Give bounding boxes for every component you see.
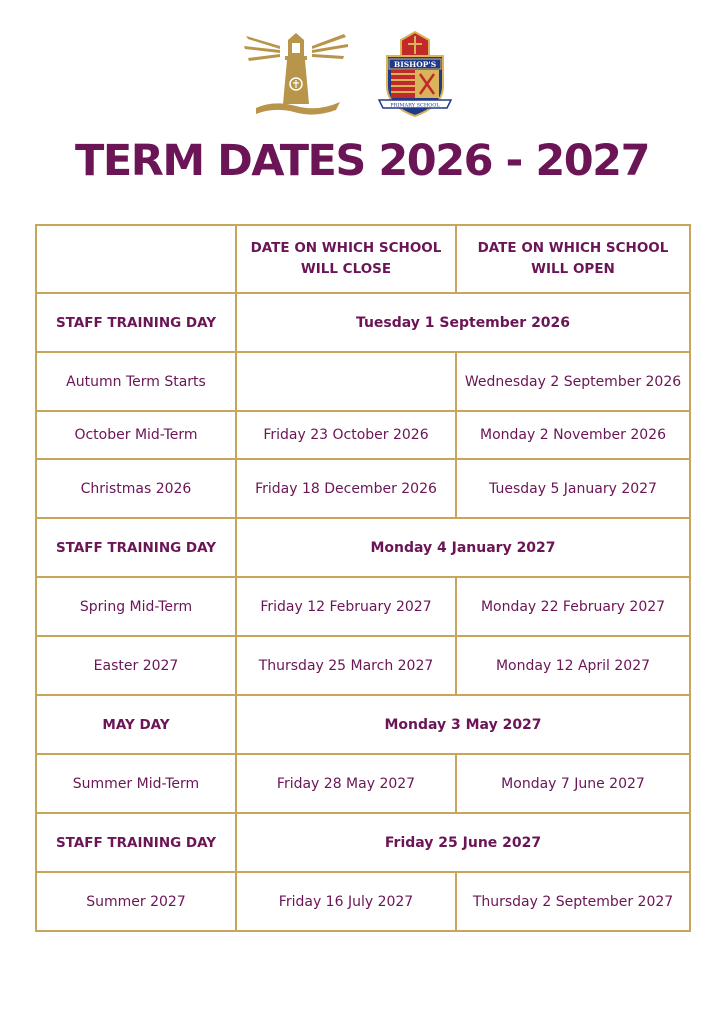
row-label: Spring Mid-Term [36, 577, 236, 636]
row-span-date: Monday 4 January 2027 [236, 518, 690, 577]
bishops-crest-logo [377, 30, 453, 120]
lighthouse-logo [244, 30, 348, 118]
row-label: Summer 2027 [36, 872, 236, 931]
header-close: DATE ON WHICH SCHOOL WILL CLOSE [236, 225, 456, 293]
row-label: STAFF TRAINING DAY [36, 518, 236, 577]
row-label: Christmas 2026 [36, 459, 236, 518]
row-span-date: Monday 3 May 2027 [236, 695, 690, 754]
row-span-date: Friday 25 June 2027 [236, 813, 690, 872]
crest-ribbon-text: PRIMARY SCHOOL [390, 102, 440, 109]
row-label: Autumn Term Starts [36, 352, 236, 411]
table-row [36, 352, 690, 411]
table-row [36, 518, 690, 577]
table-row [36, 636, 690, 695]
row-open-date: Monday 22 February 2027 [456, 577, 690, 636]
row-close-date: Friday 18 December 2026 [236, 459, 456, 518]
row-open-date: Tuesday 5 January 2027 [456, 459, 690, 518]
logos-header [0, 26, 724, 122]
table-row [36, 293, 690, 352]
table-row [36, 459, 690, 518]
row-open-date: Wednesday 2 September 2026 [456, 352, 690, 411]
table-row [36, 754, 690, 813]
table-row [36, 813, 690, 872]
row-open-date: Monday 12 April 2027 [456, 636, 690, 695]
table-row [36, 411, 690, 459]
row-label: Easter 2027 [36, 636, 236, 695]
header-open: DATE ON WHICH SCHOOL WILL OPEN [456, 225, 690, 293]
crest-name-text: BISHOP'S [393, 60, 437, 69]
row-close-date: Thursday 25 March 2027 [236, 636, 456, 695]
row-close-date: Friday 16 July 2027 [236, 872, 456, 931]
row-close-date: Friday 12 February 2027 [236, 577, 456, 636]
row-label: STAFF TRAINING DAY [36, 293, 236, 352]
header-blank [36, 225, 236, 293]
term-dates-table [35, 224, 691, 932]
row-label: Summer Mid-Term [36, 754, 236, 813]
table-row [36, 872, 690, 931]
table-header-row [36, 225, 690, 293]
row-open-date: Monday 7 June 2027 [456, 754, 690, 813]
row-label: MAY DAY [36, 695, 236, 754]
table-row [36, 695, 690, 754]
row-label: STAFF TRAINING DAY [36, 813, 236, 872]
page-title: TERM DATES 2026 - 2027 [75, 136, 649, 186]
row-close-date: Friday 28 May 2027 [236, 754, 456, 813]
row-open-date: Monday 2 November 2026 [456, 411, 690, 459]
row-close-date [236, 352, 456, 411]
row-open-date: Thursday 2 September 2027 [456, 872, 690, 931]
row-label: October Mid-Term [36, 411, 236, 459]
row-span-date: Tuesday 1 September 2026 [236, 293, 690, 352]
table-row [36, 577, 690, 636]
row-close-date: Friday 23 October 2026 [236, 411, 456, 459]
